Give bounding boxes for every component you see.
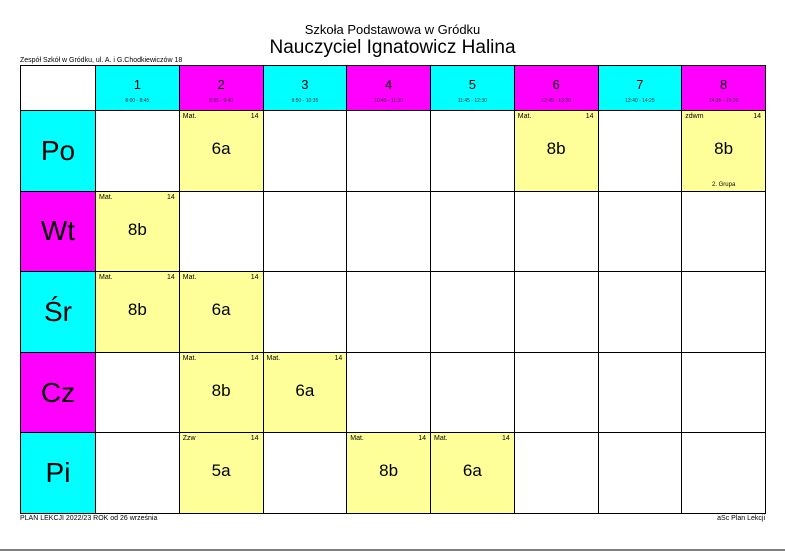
- period-number: 5: [468, 76, 476, 92]
- period-header: [682, 66, 766, 111]
- period-header: [515, 66, 599, 111]
- lesson-room: 14: [334, 354, 343, 362]
- empty-slot: [264, 111, 348, 192]
- empty-slot: [431, 272, 515, 353]
- page-title: Nauczyciel Ignatowicz Halina: [269, 37, 516, 58]
- empty-slot: [431, 353, 515, 434]
- day-header: Cz: [21, 353, 96, 434]
- empty-slot: [431, 192, 515, 273]
- empty-slot: [264, 272, 348, 353]
- timetable-grid: [20, 65, 766, 514]
- period-header: [180, 66, 264, 111]
- period-header: [599, 66, 683, 111]
- empty-slot: [264, 433, 348, 514]
- lesson-class: 8b: [546, 139, 566, 158]
- bottom-divider: [0, 549, 785, 551]
- lesson-room: 14: [753, 113, 761, 120]
- period-time: 8:00 - 8:45: [125, 97, 150, 104]
- lesson-subject: Mat.: [99, 193, 113, 201]
- period-header: [96, 66, 180, 111]
- day-header: Śr: [21, 272, 96, 353]
- lesson-room: 14: [166, 193, 175, 201]
- empty-slot: [515, 353, 599, 434]
- lesson-class: 8b: [211, 380, 231, 400]
- lesson-card[interactable]: [682, 111, 766, 192]
- period-number: 2: [217, 76, 225, 92]
- lesson-room: 14: [250, 274, 259, 282]
- empty-slot: [682, 353, 766, 434]
- empty-slot: [347, 353, 431, 434]
- lesson-card[interactable]: [180, 111, 264, 192]
- empty-slot: [515, 192, 599, 273]
- lesson-card[interactable]: [96, 272, 180, 353]
- period-number: 3: [301, 76, 309, 92]
- period-number: 8: [720, 76, 728, 92]
- empty-slot: [347, 111, 431, 192]
- empty-slot: [96, 353, 180, 434]
- lesson-card[interactable]: [515, 111, 599, 192]
- empty-slot: [515, 272, 599, 353]
- empty-slot: [599, 433, 683, 514]
- footer-plan-info: PLAN LEKCJI 2022/23 ROK od 26 września: [20, 515, 158, 522]
- lesson-class: 8b: [127, 300, 147, 320]
- lesson-room: 14: [501, 435, 510, 443]
- empty-slot: [682, 433, 766, 514]
- period-number: 6: [552, 76, 560, 92]
- lesson-subject: Mat.: [99, 274, 113, 282]
- school-name: Szkoła Podstawowa w Gródku: [304, 22, 481, 37]
- lesson-class: 8b: [379, 461, 399, 481]
- period-number: 7: [636, 76, 644, 92]
- lesson-class: 6a: [462, 461, 482, 481]
- lesson-room: 14: [250, 113, 259, 120]
- period-time: 13:40 - 14:25: [625, 97, 655, 104]
- empty-slot: [599, 111, 683, 192]
- period-time: 8:55 - 9:40: [209, 97, 234, 104]
- lesson-group: 2. Grupa: [711, 181, 736, 188]
- grid-corner: [21, 66, 96, 111]
- lesson-subject: zdwm: [685, 113, 704, 120]
- lesson-room: 14: [418, 435, 426, 443]
- lesson-room: 14: [250, 435, 259, 443]
- footer-software: aSc Plan Lekcji: [717, 515, 765, 522]
- lesson-class: 8b: [714, 139, 734, 158]
- empty-slot: [347, 192, 431, 273]
- lesson-class: 8b: [127, 219, 147, 239]
- lesson-class: 6a: [211, 300, 231, 320]
- empty-slot: [599, 192, 683, 273]
- period-time: 10:45 - 11:30: [374, 97, 404, 104]
- school-address: Zespół Szkół w Gródku, ul. A. i G.Chodkiewiczów 18: [20, 57, 183, 64]
- lesson-subject: Mat.: [350, 435, 364, 443]
- lesson-card[interactable]: [180, 272, 264, 353]
- period-number: 1: [133, 76, 141, 92]
- day-header: Pi: [21, 433, 96, 514]
- lesson-card[interactable]: [180, 353, 264, 434]
- day-header: Po: [21, 111, 96, 192]
- empty-slot: [431, 111, 515, 192]
- empty-slot: [264, 192, 348, 273]
- day-header: Wt: [21, 192, 96, 273]
- empty-slot: [347, 272, 431, 353]
- lesson-subject: Mat.: [517, 113, 532, 120]
- lesson-card[interactable]: [96, 192, 180, 273]
- period-number: 4: [385, 76, 393, 92]
- lesson-room: 14: [250, 354, 259, 362]
- period-time: 12:45 - 13:30: [541, 97, 571, 104]
- period-time: 9:50 - 10:35: [291, 97, 319, 104]
- empty-slot: [96, 433, 180, 514]
- lesson-subject: Mat.: [182, 274, 197, 282]
- lesson-class: 6a: [211, 139, 231, 158]
- period-header: [431, 66, 515, 111]
- empty-slot: [682, 192, 766, 273]
- period-time: 14:35 - 15:20: [708, 97, 739, 104]
- lesson-class: 5a: [211, 461, 231, 481]
- empty-slot: [599, 272, 683, 353]
- empty-slot: [515, 433, 599, 514]
- period-header: [347, 66, 431, 111]
- empty-slot: [96, 111, 180, 192]
- period-time: 11:45 - 12:30: [457, 97, 487, 104]
- lesson-class: 6a: [295, 380, 315, 400]
- lesson-card[interactable]: [347, 433, 431, 514]
- lesson-room: 14: [166, 274, 175, 282]
- period-header: [264, 66, 348, 111]
- lesson-subject: Mat.: [434, 435, 448, 443]
- lesson-subject: Mat.: [266, 354, 281, 362]
- lesson-room: 14: [585, 113, 594, 120]
- lesson-card[interactable]: [431, 433, 515, 514]
- empty-slot: [682, 272, 766, 353]
- lesson-subject: Zzw: [182, 435, 196, 443]
- lesson-subject: Mat.: [182, 113, 197, 120]
- empty-slot: [599, 353, 683, 434]
- empty-slot: [180, 192, 264, 273]
- lesson-card[interactable]: [264, 353, 348, 434]
- lesson-subject: Mat.: [182, 354, 197, 362]
- lesson-card[interactable]: [180, 433, 264, 514]
